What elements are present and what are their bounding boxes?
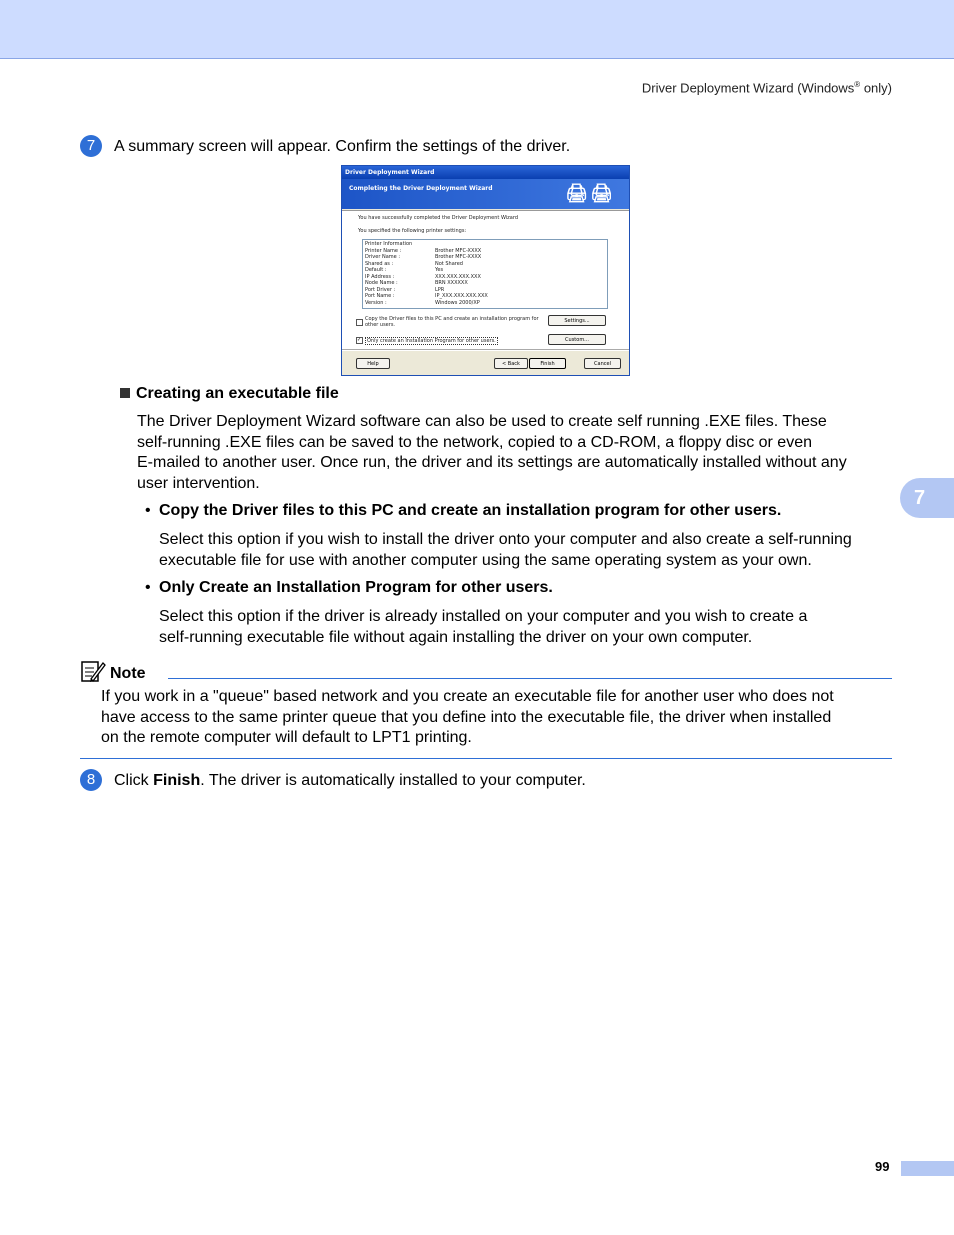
settings-value: BRN XXXXXX — [435, 280, 468, 286]
settings-label: Printer Name : — [365, 247, 402, 254]
step-7-text: A summary screen will appear. Confirm the settings of the driver. — [114, 138, 571, 155]
dialog-banner-text: Completing the Driver Deployment Wizard — [349, 185, 493, 192]
settings-button[interactable]: Settings... — [548, 315, 606, 326]
settings-value: Windows 2000/XP — [435, 299, 480, 306]
dialog-success-text: You have successfully completed the Driver Deployment Wizard — [358, 215, 518, 221]
custom-button[interactable]: Custom... — [548, 334, 606, 345]
back-button[interactable]: < Back — [494, 358, 528, 369]
only-create-checkbox[interactable]: ✓ — [357, 337, 362, 343]
bullet-dot-icon: • — [145, 579, 151, 596]
bullet-copy-driver-description: Select this option if you wish to install the driver onto your computer and also create a self-running executable file for use with another computer using the same operating system as your own. — [159, 531, 852, 569]
settings-header: Printer Information — [365, 241, 413, 247]
settings-label: Driver Name : — [365, 254, 400, 260]
bullet-dot-icon: • — [145, 502, 151, 519]
header-band — [0, 0, 954, 59]
note-body: If you work in a "queue" based network and you create an executable file for another user who does not have access to the same printer queue that you define into the executable file, the driver when installed on the remote computer will default to LPT1 printing. — [101, 688, 834, 746]
finish-button[interactable]: Finish — [529, 358, 566, 369]
step-8-badge: 8 — [80, 769, 102, 791]
help-button[interactable]: Help — [356, 358, 390, 369]
note-pencil-icon — [80, 659, 106, 683]
dialog-body — [342, 210, 629, 351]
settings-value: Not Shared — [435, 260, 463, 267]
section-paragraph: The Driver Deployment Wizard software can also be used to create self running .EXE files. These self-running .EXE files can be saved to the network, copied to a CD-ROM, a floppy disc or even E-mailed to another user. Once run, the driver and its settings are automatically installed without any user intervention. — [137, 413, 847, 492]
settings-label: Port Driver : — [365, 286, 396, 293]
settings-summary-box[interactable] — [362, 239, 608, 309]
settings-value: Yes — [435, 267, 444, 273]
settings-label: Version : — [365, 299, 387, 306]
cancel-button[interactable]: Cancel — [584, 358, 621, 369]
dialog-title: Driver Deployment Wizard — [342, 166, 629, 179]
settings-value: IP_XXX.XXX.XXX.XXX — [435, 293, 488, 299]
bullet-only-create-description: Select this option if the driver is already installed on your computer and you wish to create a self-running executable file without again installing the driver on your own computer. — [159, 608, 808, 646]
bullet-only-create: • Only Create an Installation Program for other users. — [145, 579, 553, 596]
note-bottom-divider — [80, 758, 892, 759]
bullet-copy-driver: • Copy the Driver files to this PC and create an installation program for other users. — [145, 502, 782, 519]
only-create-label: Only create an Installation Program for other users. — [367, 338, 496, 344]
chapter-tab: 7 — [900, 478, 954, 518]
dialog-banner — [342, 179, 629, 209]
printer-icon: 🖨🖨 — [565, 183, 615, 204]
settings-value: XXX.XXX.XXX.XXX — [435, 273, 481, 280]
wizard-dialog — [341, 165, 630, 376]
dialog-separator — [342, 349, 629, 350]
running-header: Driver Deployment Wizard (Windows® only) — [641, 80, 892, 96]
step-8-text: Click Finish. The driver is automatically installed to your computer. — [114, 772, 586, 789]
settings-label: Shared as : — [365, 260, 394, 267]
dialog-specified-text: You specified the following printer settings: — [358, 228, 467, 234]
section-heading: Creating an executable file — [120, 385, 339, 403]
settings-label: Port Name : — [365, 293, 395, 299]
settings-value: Brother MFC-XXXX — [435, 254, 482, 260]
square-bullet-icon — [120, 388, 130, 398]
settings-value: Brother MFC-XXXX — [435, 247, 482, 254]
copy-option-label: Copy the Driver files to this PC and create an installation program for other users. — [365, 316, 539, 328]
settings-label: IP Address : — [365, 273, 395, 280]
page-number: 99 — [875, 1159, 890, 1174]
settings-value: LPR — [435, 286, 445, 293]
note-top-divider — [168, 678, 892, 679]
note-title: Note — [110, 665, 146, 682]
footer-bar — [901, 1161, 954, 1176]
copy-option-checkbox[interactable] — [356, 319, 363, 326]
step-7-badge: 7 — [80, 135, 102, 157]
settings-label: Node Name : — [365, 280, 398, 286]
settings-label: Default : — [365, 267, 387, 273]
